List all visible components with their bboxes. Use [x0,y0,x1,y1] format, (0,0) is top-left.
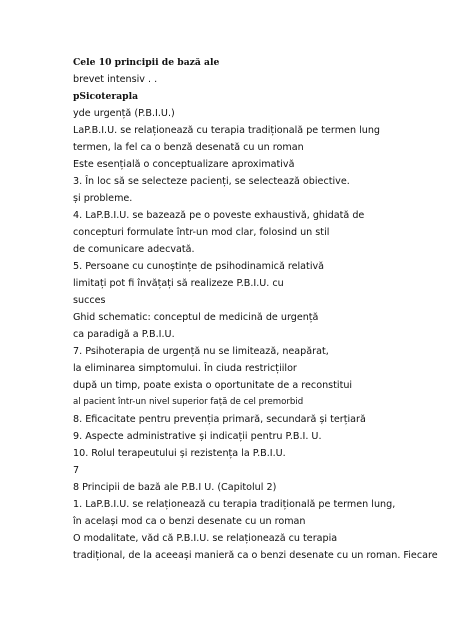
page-number: 7 [73,465,80,476]
text-line: ca paradigă a P.B.I.U. [73,329,175,340]
text-line: yde urgență (P.B.I.U.) [73,108,175,119]
text-line: 7. Psihoterapia de urgență nu se limitează, neapărat, [73,346,329,357]
text-line: termen, la fel ca o benză desenată cu un roman [73,142,304,153]
text-line: 8. Eficacitate pentru prevenția primară, secundară și terțiară [73,414,366,425]
text-line: al pacient într-un nivel superior față de cel premorbid [73,397,304,407]
document-heading: Cele 10 principii de bază ale [73,57,220,68]
text-line: în același mod ca o benzi desenate cu un roman [73,516,306,527]
text-line: de comunicare adecvată. [73,244,195,255]
text-line: LaP.B.I.U. se relaționează cu terapia tradițională pe termen lung [73,125,380,136]
document-subheading: pSicoterapla [73,91,139,102]
text-line: 10. Rolul terapeutului și rezistența la P.B.I.U. [73,448,286,459]
text-line: 1. LaP.B.I.U. se relaționează cu terapia tradițională pe termen lung, [73,499,396,510]
text-line: la eliminarea simptomului. În ciuda restricțiilor [73,363,297,374]
text-line: O modalitate, văd că P.B.I.U. se relaționează cu terapia [73,533,338,544]
text-line: Este esențială o conceptualizare aproximativă [73,159,295,170]
text-line: 5. Persoane cu cunoștințe de psihodinamică relativă [73,261,325,272]
text-line: 9. Aspecte administrative și indicații pentru P.B.I. U. [73,431,322,442]
text-line: tradițional, de la aceeași manieră ca o benzi desenate cu un roman. Fiecare [73,550,438,561]
text-line: concepturi formulate într-un mod clar, folosind un stil [73,227,330,238]
text-line: 3. În loc să se selecteze pacienți, se selectează obiective. [73,176,350,187]
text-line: limitați pot fi învățați să realizeze P.B.I.U. cu [73,278,284,289]
text-line: Ghid schematic: conceptul de medicină de urgență [73,312,319,323]
text-line: brevet intensiv . . [73,74,158,85]
chapter-heading: 8 Principii de bază ale P.B.I U. (Capitolul 2) [73,482,277,493]
text-line: 4. LaP.B.I.U. se bazează pe o poveste exhaustivă, ghidată de [73,210,365,221]
text-line: succes [73,295,106,306]
text-line: după un timp, poate exista o oportunitate de a reconstitui [73,380,353,391]
text-line: și probleme. [73,193,133,204]
